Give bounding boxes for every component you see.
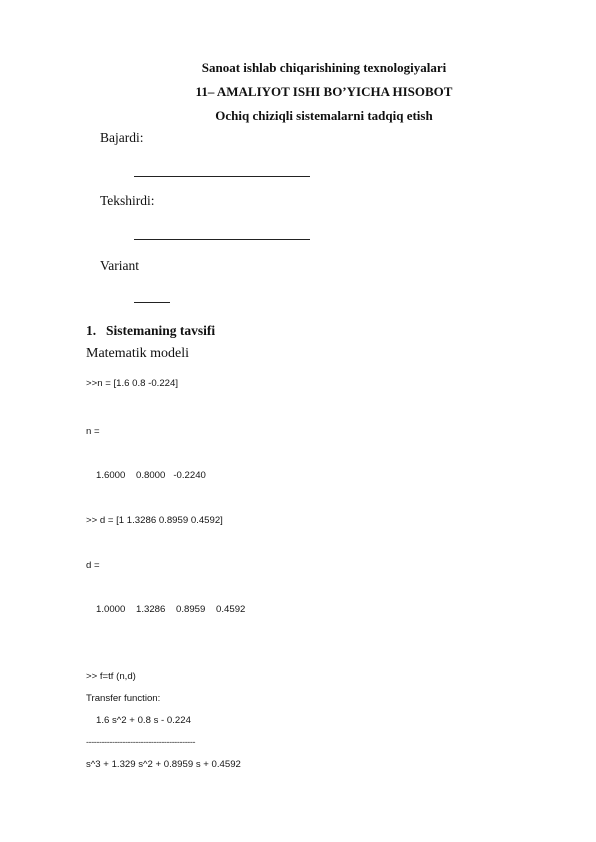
section-heading (86, 323, 215, 339)
bajardi-blank-line (134, 176, 310, 177)
tekshirdi-blank-line (134, 239, 310, 240)
matlab-output-n-label: n = (86, 426, 100, 437)
transfer-function-denominator: s^3 + 1.329 s^2 + 0.8959 s + 0.4592 (86, 759, 241, 770)
section-subtitle: Matematik modeli (86, 346, 190, 361)
matlab-command-d: >> d = [1 1.3286 0.8959 0.4592] (86, 515, 223, 526)
variant-label: Variant (100, 258, 139, 273)
matlab-command-tf: >> f=tf (n,d) (86, 671, 136, 682)
document-title-report: 11– AMALIYOT ISHI BO’YICHA HISOBOT (195, 84, 453, 99)
transfer-function-divider: ------------------------------------------ (86, 737, 196, 747)
matlab-output-n-values: 1.6000 0.8000 -0.2240 (96, 470, 206, 481)
matlab-output-d-label: d = (86, 560, 100, 571)
document-title-subject: Sanoat ishlab chiqarishining texnologiyalari (201, 60, 447, 75)
transfer-function-header: Transfer function: (86, 693, 161, 704)
section-title: Sistemaning tavsifi (106, 323, 216, 338)
variant-blank-line (134, 302, 170, 303)
document-title-topic: Ochiq chiziqli sistemalarni tadqiq etish (215, 108, 433, 123)
bajardi-label: Bajardi: (100, 130, 144, 145)
tekshirdi-label: Tekshirdi: (100, 193, 155, 208)
matlab-command-n: >>n = [1.6 0.8 -0.224] (86, 378, 179, 389)
section-number: 1. (86, 323, 97, 338)
matlab-output-d-values: 1.0000 1.3286 0.8959 0.4592 (96, 604, 246, 615)
transfer-function-numerator: 1.6 s^2 + 0.8 s - 0.224 (96, 715, 191, 726)
